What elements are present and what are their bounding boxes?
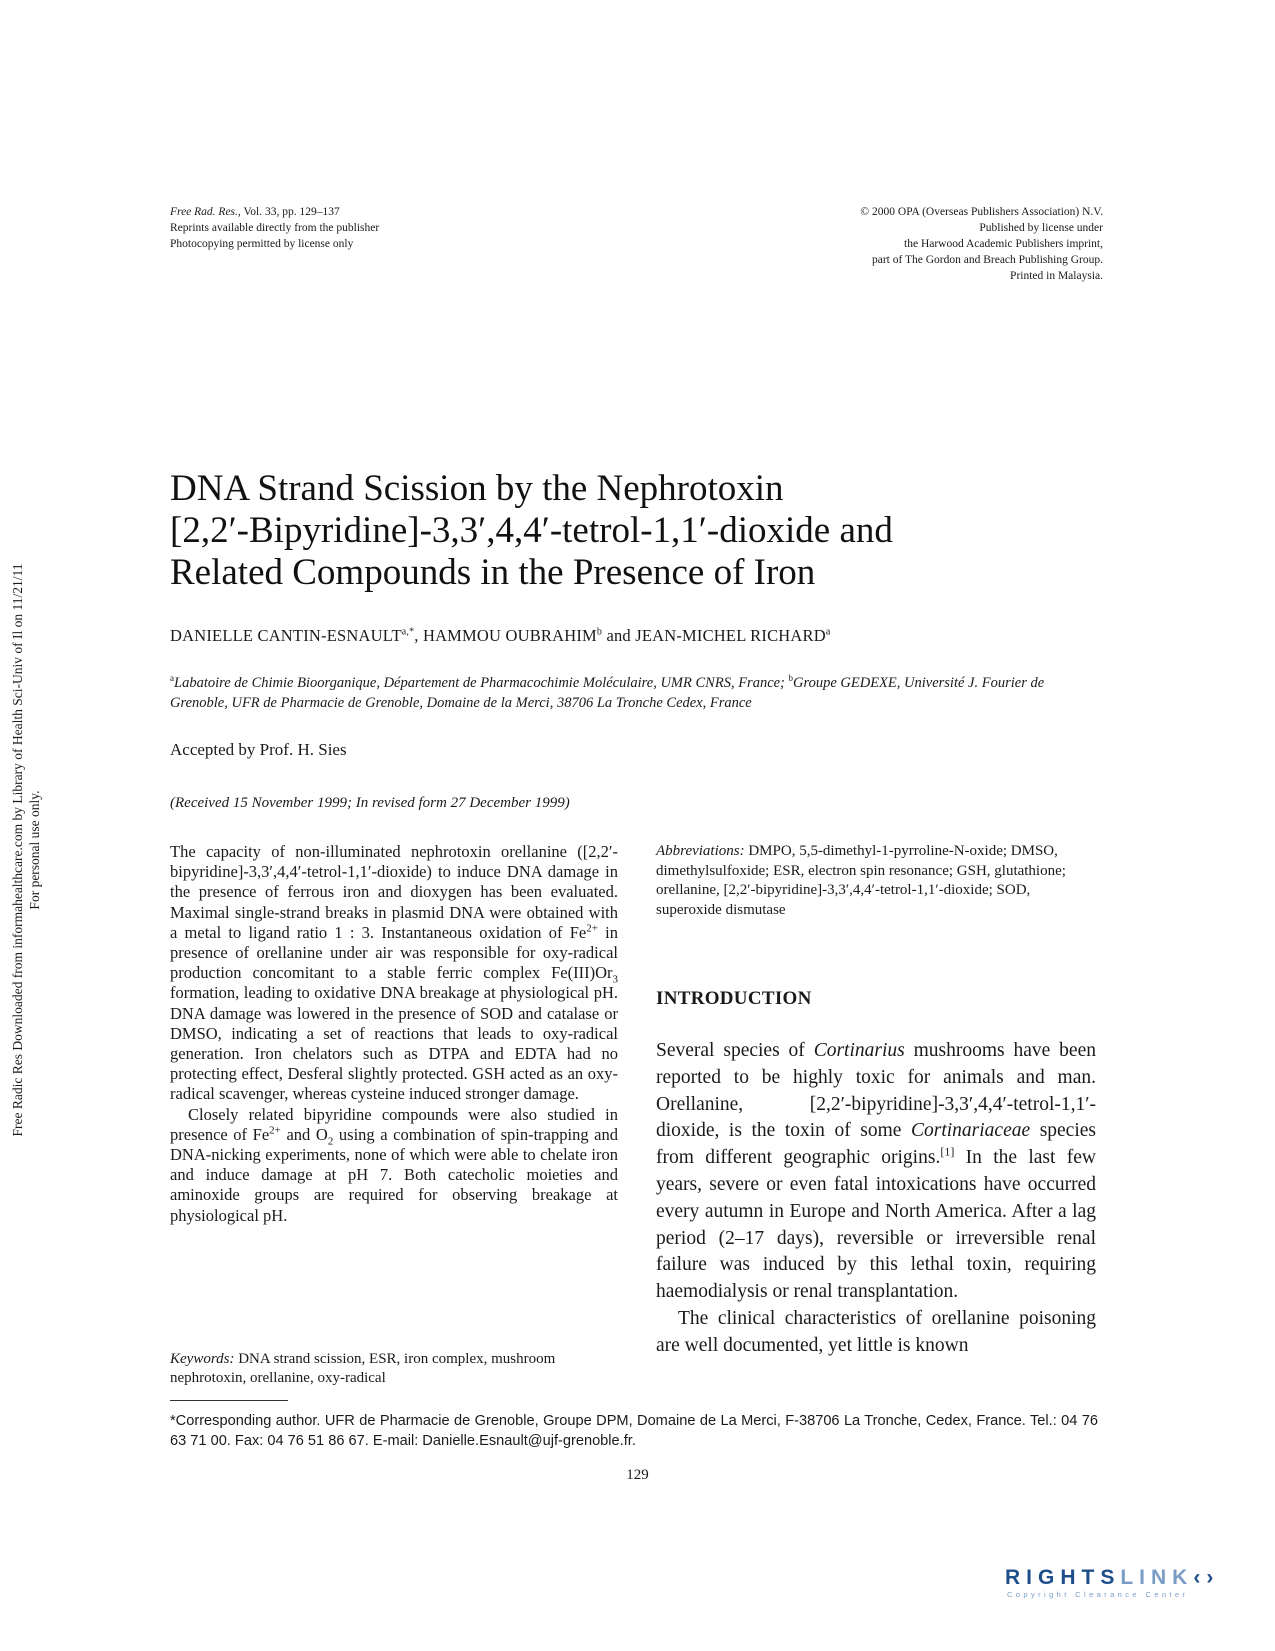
abstract-p2-text-b: and O [280,1124,328,1144]
abstract-p1-sub: 3 [612,973,618,986]
affil-a: Labatoire de Chimie Bioorganique, Département de Pharmacochimie Moléculaire, UMR CNRS, France; [174,674,789,691]
journal-abbr: Free Rad. Res., [170,206,241,218]
footnote-rule [170,1400,288,1401]
imprint-line: the Harwood Academic Publishers imprint, [904,238,1103,250]
download-watermark-line2: For personal use only. [27,790,42,910]
logo-subtitle: Copyright Clearance Center [1007,1590,1189,1599]
author-3-affil: a [825,626,831,638]
logo-part-rights: RIGHTS [1005,1566,1121,1589]
corresponding-author-footnote: *Corresponding author. UFR de Pharmacie de Grenoble, Groupe DPM, Domaine de La Merci, F-38706 La Tronche, Cedex, France. Tel.: 04 76 63 71 00. Fax: 04 76 51 86 67. E-mail: Danielle.Esnault@ujf-grenoble.fr. [170,1413,1098,1449]
article-title [170,468,1070,594]
author-2: , HAMMOU OUBRAHIM [414,626,597,645]
reprints-note: Reprints available directly from the publisher [170,222,380,234]
journal-header-right [583,204,1103,284]
author-1-affil: a,* [401,626,415,638]
chevron-icon: ‹› [1193,1566,1220,1589]
license-line: Published by license under [979,222,1103,234]
affil-b: Groupe GEDEXE, Université J. Fourier de Grenoble, UFR de Pharmacie de Grenoble, Domaine de la Merci, 38706 La Tronche Cedex, France [170,674,1045,711]
abstract-paragraph-2 [170,1105,618,1226]
received-dates: (Received 15 November 1999; In revised form 27 December 1999) [170,795,570,811]
rightslink-logo[interactable] [1005,1566,1245,1606]
journal-header-left [170,204,590,252]
introduction-body [656,1038,1096,1360]
abbreviations-label: Abbreviations: [656,843,745,859]
abstract-p1-text-c: formation, leading to oxidative DNA breakage at physiological pH. DNA damage was lowered in the presence of SOD and catalase or DMSO, indicating a set of reactions that leads to oxy-radical generation. Iron chelators such as DTPA and EDTA had no protecting effect, Desferal slightly protected. GSH acted as an oxy-radical scavenger, whereas cysteine induced stronger damage. [170,983,618,1104]
abbreviations-text: DMPO, 5,5-dimethyl-1-pyrroline-N-oxide; DMSO, dimethylsulfoxide; ESR, electron spin resonance; GSH, glutathione; orellanine, [2,2′-bipyridine]-3,3′,4,4′-tetrol-1,1′-dioxide; SOD, superoxide dismutase [656,843,1066,918]
page-number: 129 [626,1467,649,1483]
intro-p1-text-c: species from different geographic origins. [656,1120,1096,1169]
keywords [170,1350,610,1388]
journal-citation [170,204,590,220]
author-2-affil: b [596,626,603,638]
abstract-p1-sup: 2+ [586,922,598,935]
intro-p1-text-a: Several species of [656,1040,814,1061]
citation-ref-1[interactable]: [1] [940,1144,955,1159]
author-list [170,626,1070,646]
printed-line: Printed in Malaysia. [1010,270,1103,282]
abstract-p2-text-c: using a combination of spin-trapping and DNA-nicking experiments, none of which were able to chelate iron and induce damage at pH 7. Both catecholic moieties and aminoxide groups are required for observing breakage at physiological pH. [170,1124,618,1225]
photocopy-note: Photocopying permitted by license only [170,238,354,250]
abstract-p1-text-a: The capacity of non-illuminated nephrotoxin orellanine ([2,2′-bipyridine]-3,3′,4,4′-tetrol-1,1′-dioxide) to induce DNA damage in the presence of ferrous iron and dioxygen has been evaluated. Maximal single-strand breaks in plasmid DNA were obtained with a metal to ligand ratio 1 : 3. Instantaneous oxidation of Fe [170,842,618,942]
abstract-paragraph-1 [170,842,618,1105]
intro-p1-text-d: In the last few years, severe or even fatal intoxications have occurred every autumn in Europe and North America. After a lag period (2–17 days), reversible or irreversible renal failure was induced by this lethal toxin, requiring haemodialysis or renal transplantation. [656,1147,1096,1303]
intro-p1-family: Cortinariaceae [910,1120,1031,1142]
keywords-text: DNA strand scission, ESR, iron complex, mushroom nephrotoxin, orellanine, oxy-radical [170,1351,556,1386]
title-line-2: [2,2′-Bipyridine]-3,3′,4,4′-tetrol-1,1′-dioxide and [170,510,893,551]
title-line-3: Related Compounds in the Presence of Iron [170,552,816,593]
section-heading-introduction: INTRODUCTION [656,988,812,1009]
intro-paragraph-1 [656,1038,1096,1306]
accepted-by: Accepted by Prof. H. Sies [170,740,347,759]
volume-pages: Vol. 33, pp. 129–137 [240,206,340,218]
abbreviations [656,842,1086,920]
author-1: DANIELLE CANTIN-ESNAULT [170,626,402,645]
download-watermark [3,460,49,1240]
title-line-1: DNA Strand Scission by the Nephrotoxin [170,468,784,509]
affiliations [170,668,1090,713]
rightslink-wordmark [1005,1566,1245,1590]
abstract-p2-sub: 2 [327,1135,334,1148]
intro-p1-text-b: mushrooms have been reported to be highly toxic for animals and man. Orellanine, [2,2′-bipyridine]-3,3′,4,4′-tetrol-1,1′-dioxide, is the toxin of some [656,1040,1096,1142]
group-line: part of The Gordon and Breach Publishing Group. [871,254,1103,266]
copyright-line: © 2000 OPA (Overseas Publishers Association) N.V. [860,206,1103,218]
affil-b-marker: b [788,673,794,683]
abstract-p1-text-b: in presence of orellanine under air was responsible for oxy-radical production concomitant to a stable ferric complex Fe(III)Or [170,922,618,983]
keywords-label: Keywords: [170,1351,235,1367]
author-3: and JEAN-MICHEL RICHARD [602,626,826,645]
abstract [170,842,618,1226]
intro-paragraph-2: The clinical characteristics of orellanine poisoning are well documented, yet little is known [656,1307,1096,1356]
abstract-p2-text-a: Closely related bipyridine compounds were also studied in presence of Fe [170,1104,618,1144]
affil-a-marker: a [170,673,174,683]
abstract-p2-sup: 2+ [269,1124,281,1137]
intro-p1-genus: Cortinarius [813,1040,905,1061]
download-watermark-line1: Free Radic Res Downloaded from informahealthcare.com by Library of Health Sci-Univ of Il on 11/21/11 [10,563,25,1137]
logo-part-link: LINK [1120,1566,1194,1589]
